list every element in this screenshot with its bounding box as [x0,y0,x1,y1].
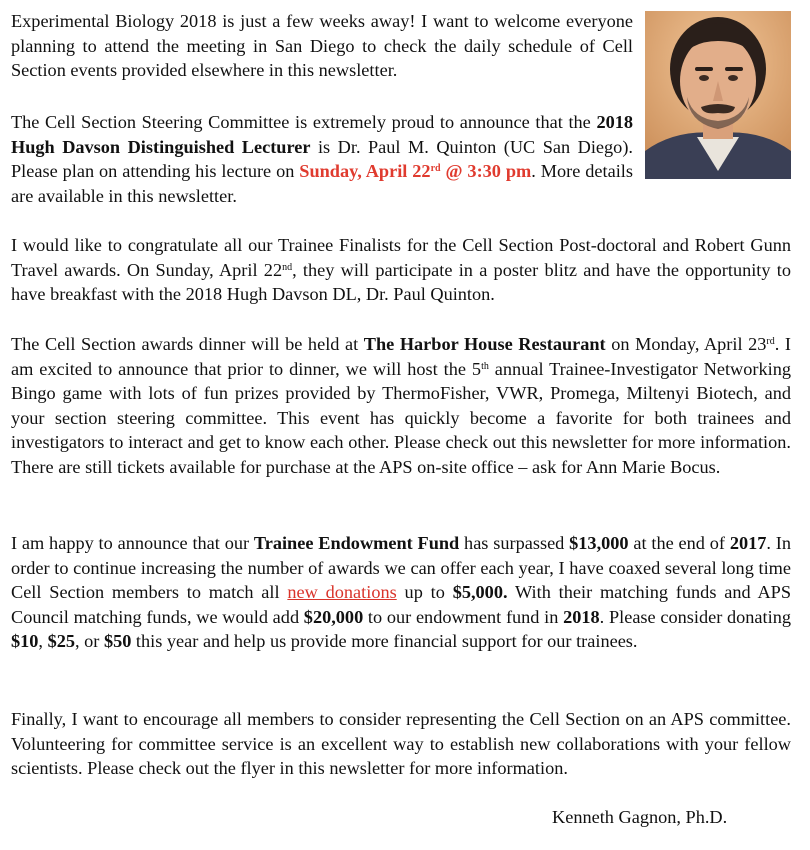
text-segment: is Dr. Paul M. Quinton (UC San Diego). Please plan on attending his lecture on [11,136,633,181]
amount-bold: $5,000. [452,582,508,602]
text-segment: up to [396,582,453,602]
awards-dinner-paragraph [11,332,791,479]
text-segment: The Cell Section Steering Committee is extremely proud to announce that the [11,112,597,132]
text-segment: . I am excited to announce that prior to dinner, we will host the 5 [11,334,792,379]
fund-name-bold: Trainee Endowment Fund [253,533,460,553]
lecture-date: Sunday, April 22 [299,161,431,181]
text-segment: on Monday, April 23 [605,334,767,354]
committee-service-paragraph: Finally, I want to encourage all members to consider representing the Cell Section on an APS committee. Volunteering for committee service is an excellent way to establish new collaborations with your fellow scientists. Please check out the flyer in this newsletter for more information. [11,709,791,778]
text-segment: this year and help us provide more financial support for our trainees. [131,631,638,651]
text-segment: has surpassed [459,533,570,553]
signature: Kenneth Gagnon, Ph.D. [552,807,728,827]
welcome-paragraph: Experimental Biology 2018 is just a few weeks away! I want to welcome everyone planning to attend the meeting in San Diego to check the daily schedule of Cell Section events provided elsewhere in this newsletter. [11,11,633,80]
text-segment: I am happy to announce that our [11,533,254,553]
lecture-time: @ 3:30 pm [440,161,532,181]
lecturer-title-bold: 2018 Hugh Davson Distinguished Lecturer [11,112,633,157]
text-segment: . In order to continue increasing the number of awards we can offer each year, I have coaxed several long time Cell Section members to match all [11,533,791,602]
amount-bold: $10 [11,631,39,651]
amount-bold: $20,000 [303,606,364,627]
endowment-fund-paragraph [11,531,791,654]
text-segment: to our endowment fund in [363,606,564,627]
distinguished-lecturer-paragraph [11,110,633,208]
text-segment: With their matching funds and APS Council matching funds, we would add [11,582,791,627]
year-bold: 2017 [729,533,767,553]
date-ordinal-sup: rd [766,336,775,347]
amount-bold: $13,000 [569,533,629,553]
text-segment: I would like to congratulate all our Trainee Finalists for the Cell Section Post-doctoral and Robert Gunn Travel awards. On Sunday, April 22 [11,235,791,280]
author-portrait-photo [645,11,791,179]
date-ordinal-sup: rd [430,163,441,174]
date-ordinal-sup: nd [282,261,293,273]
amount-bold: $50 [103,631,132,651]
lecture-date-highlight [299,161,531,181]
text-segment: , or [74,631,104,651]
text-segment: at the end of [628,533,730,553]
text-segment: , [38,631,48,651]
text-segment: The Cell Section awards dinner will be held at [11,334,364,354]
text-segment: annual Trainee-Investigator Networking Bingo game with lots of fun prizes provided by ThermoFisher, VWR, Promega, Miltenyi Biotech, and your section steering committee. This event has quickly become a favorite for both trainees and investigators to interact and get to know each other. Please check out this newsletter for more information. There are still tickets available for purchase at the APS on-site office – ask for Ann Marie Bocus. [11,358,791,477]
text-segment: , they will participate in a poster blitz and have the opportunity to have breakfast with the 2018 Hugh Davson DL, Dr. Paul Quinton. [11,259,791,304]
new-donations-link[interactable]: new donations [287,582,397,602]
text-segment: . More details are available in this newsletter. [11,161,633,206]
year-bold: 2018 [563,606,600,627]
trainee-finalists-paragraph [11,233,791,307]
restaurant-name-bold: The Harbor House Restaurant [363,334,606,354]
portrait-illustration [645,11,791,179]
amount-bold: $25 [47,631,75,651]
text-segment: . Please consider donating [599,606,791,627]
ordinal-sup: th [481,360,489,372]
